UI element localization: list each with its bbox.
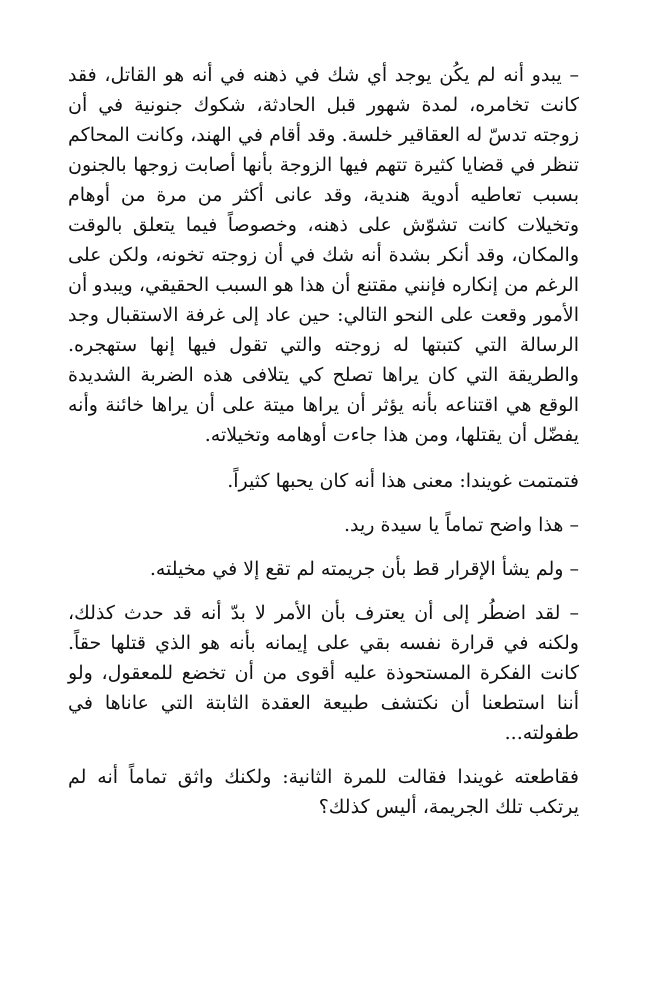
paragraph-gwenda-interrupts: فقاطعته غويندا فقالت للمرة الثانية: ولكنك واثق تماماً أنه لم يرتكب تلك الجريمة، أليس كذلك؟ — [68, 766, 579, 818]
paragraph-obvious-reply: – هذا واضح تماماً يا سيدة ريد. — [343, 514, 579, 536]
paragraph-gwenda-murmur: فتمتمت غويندا: معنى هذا أنه كان يحبها كثيراً. — [227, 470, 579, 492]
paragraph-never-admitted: – ولم يشأ الإقرار قط بأن جريمته لم تقع إلا في مخيلته. — [149, 558, 579, 580]
paragraph-forced-to-accept: – لقد اضطُر إلى أن يعترف بأن الأمر لا بدّ أنه قد حدث كذلك، ولكنه في قرارة نفسه بقي على إيمانه بأنه هو الذي قتلها حقاً. كانت الفكرة المستحوذة عليه أقوى من أن تخضع للمعقول، ولو أننا استطعنا أن نكتشف طبيعة العقدة الثابتة التي عاناها في طفولته... — [68, 602, 579, 744]
paragraph-doctor-explanation: – يبدو أنه لم يكُن يوجد أي شك في ذهنه في أنه هو القاتل، فقد كانت تخامره، لمدة شهور قبل الحادثة، شكوك جنونية في أن زوجته تدسّ له العقاقير خلسة. وقد أقام في الهند، وكانت المحاكم تنظر في قضايا كثيرة تتهم فيها الزوجة بأنها أصابت زوجها بالجنون بسبب تعاطيه أدوية هندية، وقد عانى أكثر من مرة من أوهام وتخيلات كانت تشوّش على ذهنه، وخصوصاً فيما يتعلق بالوقت والمكان، وقد أنكر بشدة أنه شك في أن زوجته تخونه، ولكن على الرغم من إنكاره فإنني مقتنع أن هذا هو السبب الحقيقي، ويبدو أن الأمور وقعت على النحو التالي: حين عاد إلى غرفة الاستقبال وجد الرسالة التي كتبتها له زوجته والتي تقول فيها إنها ستهجره. والطريقة التي كان يراها تصلح كي يتلافى هذه الضربة الشديدة الوقع هي اقتناعه بأنه يؤثر أن يراها ميتة على أن يراها خائنة وأنه يفضّل أن يقتلها، ومن هذا جاءت أوهامه وتخيلاته. — [68, 64, 579, 446]
